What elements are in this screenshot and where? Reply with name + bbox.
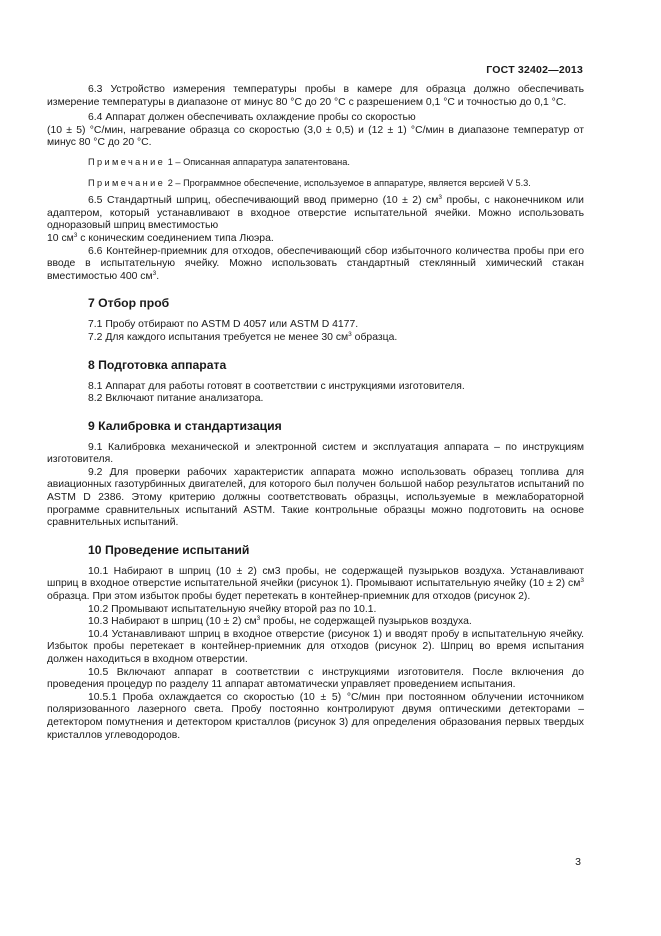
superscript: 3 (348, 330, 352, 338)
paragraph-6-5-part4: с коническим соединением типа Люэра. (77, 232, 274, 244)
section-9-heading: 9 Калибровка и стандартизация (88, 418, 282, 433)
standard-header: ГОСТ 32402—2013 (486, 64, 583, 76)
paragraph-6-6-part1: 6.6 Контейнер-приемник для отходов, обеспечивающий сбор избыточного количества пробы при его вводе в испытательную ячейку. Можно использовать стандартный стеклянный химический стакан вместимостью 400 см (47, 245, 584, 282)
paragraph-10-3-part2: пробы, не содержащей пузырьков воздуха. (260, 616, 472, 628)
superscript: 3 (152, 269, 157, 277)
paragraph-8-2: 8.2 Включают питание анализатора. (88, 393, 264, 405)
paragraph-10-3 (47, 616, 584, 629)
note-1-text: 1 – Описанная аппаратура запатентована. (165, 156, 350, 167)
superscript: 3 (73, 231, 78, 239)
page-number: 3 (575, 856, 581, 868)
section-8-heading: 8 Подготовка аппарата (88, 357, 227, 372)
document-body (47, 84, 584, 742)
superscript: 3 (438, 194, 442, 202)
paragraph-6-6-part2: . (156, 270, 160, 282)
paragraph-7-2-part1: 7.2 Для каждого испытания требуется не менее 30 см (88, 331, 349, 343)
paragraph-6-5-part2: пробы, с наконечником или адаптером, который устанавливают в входное отверстие испытательной ячейки. Можно использовать одноразовый шприц вместимостью (47, 195, 584, 232)
section-10-heading: 10 Проведение испытаний (88, 542, 250, 557)
note-2 (47, 177, 584, 190)
paragraph-7-2 (47, 332, 584, 345)
superscript: 3 (256, 615, 261, 623)
paragraph-10-2: 10.2 Промывают испытательную ячейку второй раз по 10.1. (88, 603, 377, 615)
note-2-text: 2 – Программное обеспечение, используемое в аппаратуре, является версией V 5.3. (165, 177, 531, 188)
paragraph-6-5-part3: 10 см (47, 232, 74, 244)
paragraph-10-4: 10.4 Устанавливают шприц в входное отверстие (рисунок 1) и вводят пробу в испытательную ячейку. Избыток пробы перетекает в контейнер-приемник для отходов (рисунок 2). Шприц во время испытания должен находиться в входном отверстии. (47, 628, 584, 665)
paragraph-10-1 (47, 566, 584, 604)
paragraph-8-1: 8.1 Аппарат для работы готовят в соответствии с инструкциями изготовителя. (88, 380, 465, 392)
paragraph-6-3: 6.3 Устройство измерения температуры пробы в камере для образца должно обеспечивать измерение температуры в диапазоне от минус 80 °С до 20 °С с разрешением 0,1 °С и точностью до 0,1 °С. (47, 84, 584, 108)
paragraph-6-5 (47, 195, 584, 233)
paragraph-6-5-continuation (47, 233, 584, 246)
paragraph-7-2-part2: образца. (351, 331, 398, 343)
section-7-heading: 7 Отбор проб (88, 296, 170, 311)
paragraph-6-4-line2: (10 ± 5) °С/мин, нагревание образца со скоростью (3,0 ± 0,5) и (12 ± 1) °С/мин в диапазоне температур от минус 80 °С до 20 °С. (47, 124, 584, 149)
note-1-label: Примечание (88, 156, 166, 167)
paragraph-7-1: 7.1 Пробу отбирают по ASTM D 4057 или ASTM D 4177. (88, 319, 359, 331)
paragraph-9-1: 9.1 Калибровка механической и электронной систем и эксплуатация аппарата – по инструкциям изготовителя. (47, 441, 584, 466)
note-2-label: Примечание (88, 177, 166, 188)
paragraph-10-1-part2: образца. При этом избыток пробы будет перетекать в контейнер-приемник для отходов (рисунок 2). (47, 591, 531, 603)
paragraph-9-2: 9.2 Для проверки рабочих характеристик аппарата можно использовать образец топлива для авиационных газотурбинных двигателей, для которого был получен большой набор результатов испытаний по ASTM D 2386. Этому критерию должны соответствовать образцы, используемые в межлабораторной программе сравнительных испытаний ASTM. Такие контрольные образцы можно подготовить на основе сравнительных испытаний. (47, 466, 584, 529)
paragraph-6-4-line1: 6.4 Аппарат должен обеспечивать охлаждение пробы со скоростью (88, 112, 416, 124)
paragraph-6-6 (47, 246, 584, 284)
paragraph-6-5-part1: 6.5 Стандартный шприц, обеспечивающий ввод примерно (10 ± 2) см (88, 195, 439, 207)
paragraph-10-3-part1: 10.3 Набирают в шприц (10 ± 2) см (88, 616, 257, 628)
superscript: 3 (580, 577, 584, 585)
paragraph-10-5-1: 10.5.1 Проба охлаждается со скоростью (10 ± 5) °С/мин при постоянном облучении источником поляризованного лазерного света. Пробу постоянно контролируют двумя оптическими детекторами – детектором помутнения и детектором кристаллов (рисунок 3) для определения образования первых твердых кристаллов углеводородов. (47, 691, 584, 741)
paragraph-10-5: 10.5 Включают аппарат в соответствии с инструкциями изготовителя. После включения до проведения процедур по разделу 11 аппарат автоматически управляет проведением испытания. (47, 666, 584, 691)
note-1 (47, 156, 584, 169)
paragraph-10-1-part1: 10.1 Набирают в шприц (10 ± 2) см3 пробы, не содержащей пузырьков воздуха. Устанавливают шприц в входное отверстие испытательной ячейки (рисунок 1). Промывают испытательную ячейку (10 ± 2) см (47, 565, 584, 590)
